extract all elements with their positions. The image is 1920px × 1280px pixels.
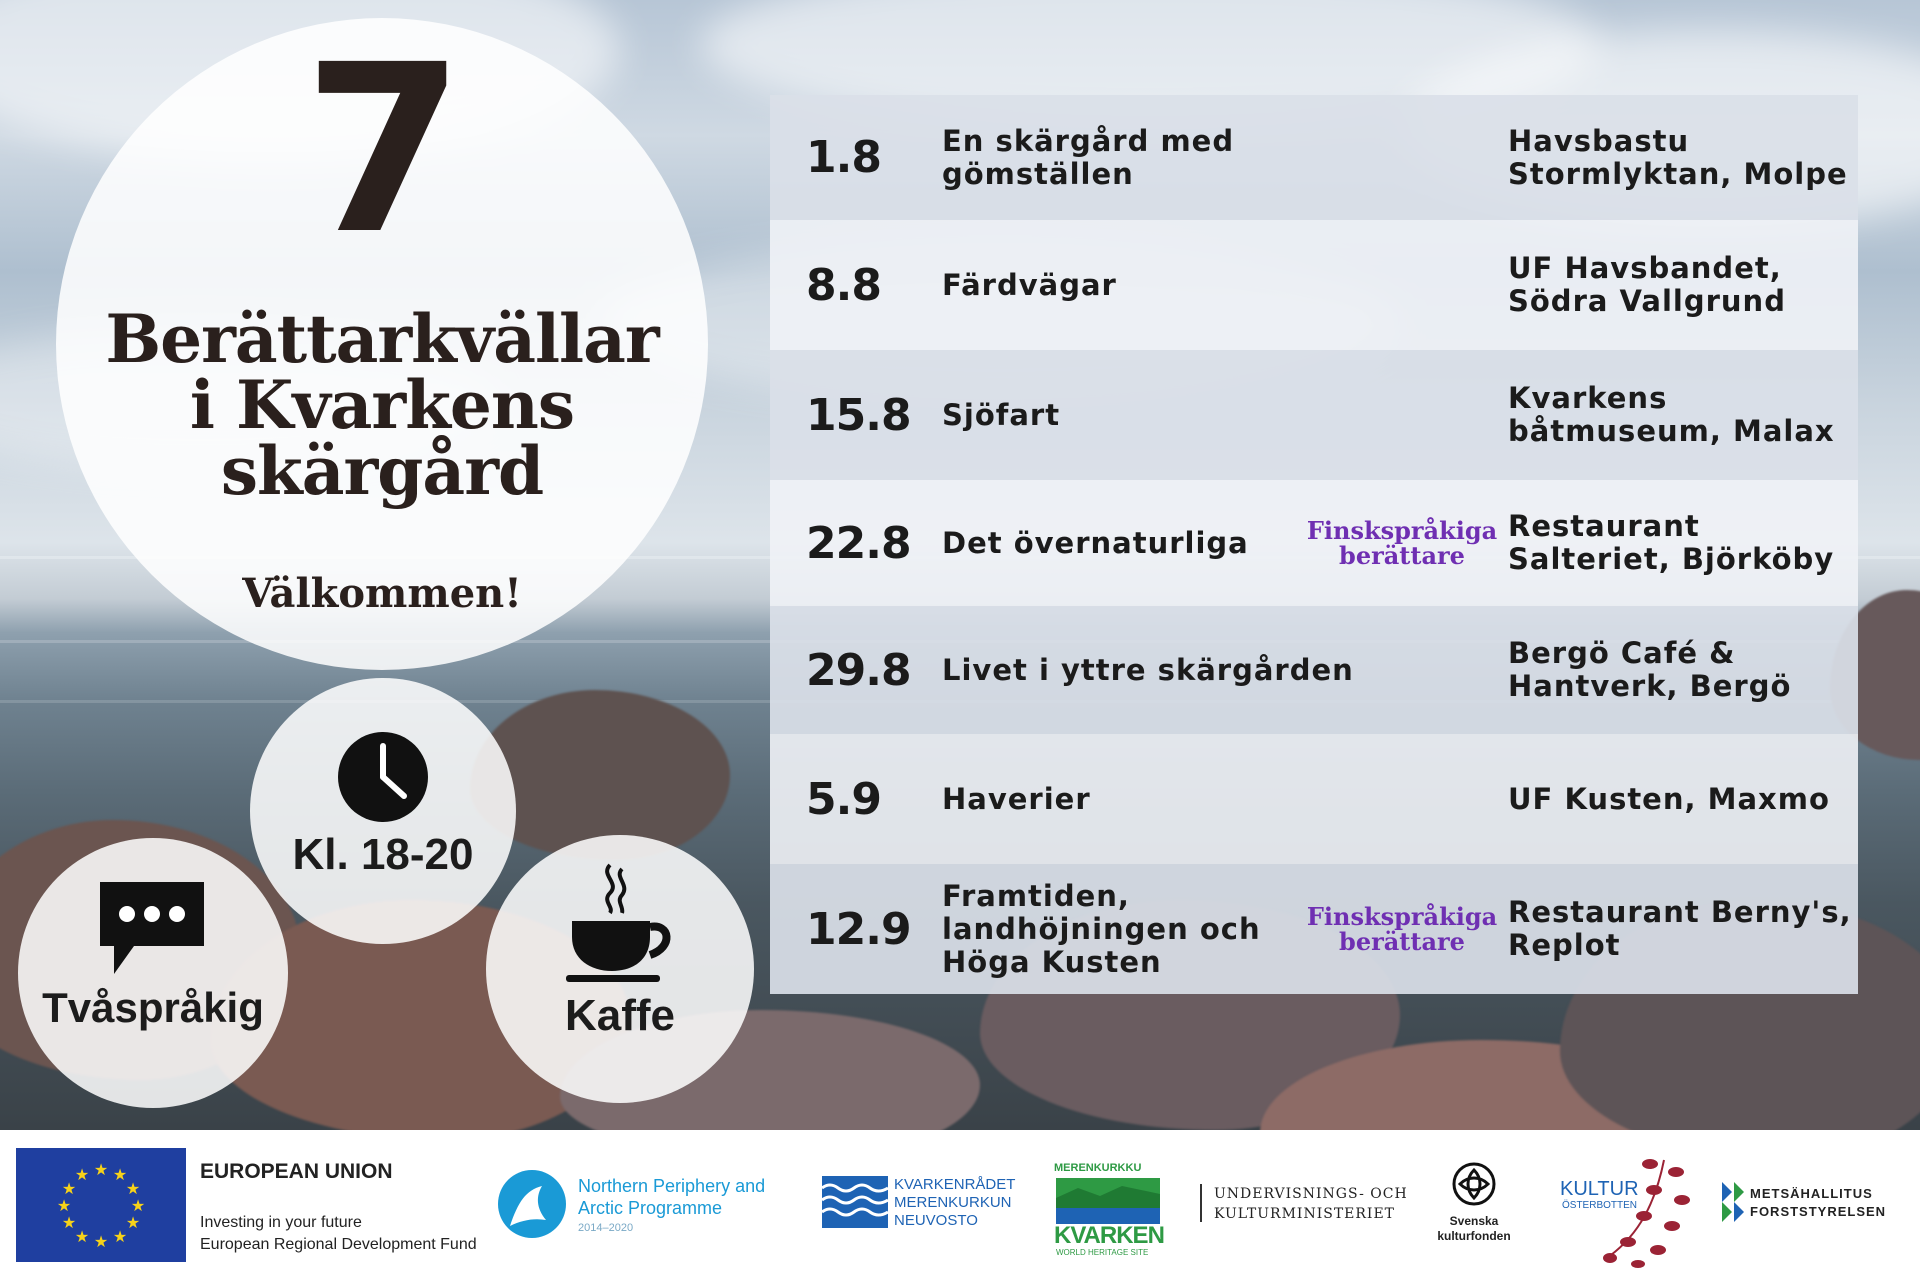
kvarkenradet-line3: NEUVOSTO bbox=[894, 1212, 978, 1229]
sponsor-logos-bar bbox=[0, 1130, 1920, 1280]
kvarken-whs-main: KVARKEN bbox=[1054, 1222, 1164, 1249]
schedule-theme: Haverier bbox=[942, 781, 1091, 816]
kvarkenradet-line1: KVARKENRÅDET bbox=[894, 1176, 1016, 1193]
schedule-place: Bergö Café & Hantverk, Bergö bbox=[1508, 636, 1792, 703]
schedule-row bbox=[770, 95, 1858, 220]
kvarken-whs-emblem-icon bbox=[1056, 1178, 1160, 1224]
schedule-date: 1.8 bbox=[806, 132, 881, 183]
npa-line2: Arctic Programme bbox=[578, 1198, 723, 1218]
schedule-date: 29.8 bbox=[806, 644, 911, 696]
schedule-date: 8.8 bbox=[806, 259, 881, 311]
schedule-place: Restaurant Salteriet, Björköby bbox=[1508, 509, 1835, 576]
event-title bbox=[56, 300, 708, 510]
schedule-row bbox=[770, 480, 1858, 606]
schedule-theme: En skärgård med gömställen bbox=[942, 123, 1235, 191]
svg-text:★: ★ bbox=[93, 1160, 109, 1179]
svg-text:★: ★ bbox=[61, 1179, 77, 1198]
kvarken-whs-sub: WORLD HERITAGE SITE bbox=[1056, 1248, 1149, 1257]
kulturfonden-emblem-icon bbox=[1452, 1162, 1496, 1206]
schedule-theme: Livet i yttre skärgården bbox=[942, 652, 1354, 687]
schedule-date: 5.9 bbox=[806, 773, 881, 825]
event-count: 7 bbox=[303, 15, 461, 285]
npa-bird-icon bbox=[496, 1168, 566, 1246]
svg-text:★: ★ bbox=[125, 1179, 141, 1198]
schedule-place: Kvarkens båtmuseum, Malax bbox=[1508, 381, 1835, 448]
svg-text:★: ★ bbox=[61, 1213, 77, 1232]
schedule-theme: Färdvägar bbox=[942, 267, 1117, 302]
metsahallitus-line2: FORSTSTYRELSEN bbox=[1750, 1204, 1887, 1219]
svg-text:★: ★ bbox=[112, 1165, 128, 1184]
schedule-note-finnish: Finskspråkiga berättare bbox=[1306, 902, 1498, 956]
svg-text:★: ★ bbox=[74, 1227, 90, 1246]
kvarkenradet-waves-icon bbox=[822, 1176, 888, 1228]
svg-text:★: ★ bbox=[74, 1165, 90, 1184]
ministry-divider bbox=[1200, 1184, 1202, 1222]
npa-line1: Northern Periphery and bbox=[578, 1176, 766, 1196]
kulturfonden-line1: Svenska bbox=[1449, 1214, 1499, 1228]
svg-text:★: ★ bbox=[130, 1196, 146, 1215]
event-title-line: i Kvarkens bbox=[189, 366, 575, 444]
coffee-circle bbox=[486, 835, 754, 1103]
schedule-note-finnish: Finskspråkiga berättare bbox=[1306, 516, 1498, 570]
schedule-row bbox=[770, 606, 1858, 734]
time-circle bbox=[250, 678, 516, 944]
schedule-theme: Framtiden, landhöjningen och Höga Kusten bbox=[942, 878, 1261, 979]
kultur-osterbotten-line1: KULTUR bbox=[1560, 1178, 1639, 1200]
schedule-theme: Det övernaturliga bbox=[942, 525, 1249, 560]
schedule-row bbox=[770, 864, 1858, 994]
schedule-place: Havsbastu Stormlyktan, Molpe bbox=[1508, 123, 1848, 191]
kultur-osterbotten-line2: ÖSTERBOTTEN bbox=[1562, 1200, 1638, 1211]
kvarkenradet-line2: MERENKURKUN bbox=[894, 1194, 1012, 1211]
metsahallitus-emblem-icon bbox=[1722, 1182, 1744, 1222]
svg-text:★: ★ bbox=[56, 1196, 72, 1215]
eu-line2: European Regional Development Fund bbox=[200, 1236, 477, 1253]
svg-text:★: ★ bbox=[125, 1213, 141, 1232]
svg-text:★: ★ bbox=[112, 1227, 128, 1246]
svg-text:★: ★ bbox=[93, 1232, 109, 1251]
eu-flag-logo bbox=[16, 1148, 186, 1262]
language-label: Tvåspråkig bbox=[42, 984, 264, 1031]
schedule-row bbox=[770, 220, 1858, 350]
event-title-line: skärgård bbox=[220, 432, 544, 510]
kulturfonden-line2: kulturfonden bbox=[1437, 1229, 1511, 1243]
schedule-place: Restaurant Berny's, Replot bbox=[1508, 895, 1852, 962]
ministry-line2: KULTURMINISTERIET bbox=[1214, 1206, 1396, 1222]
eu-title: EUROPEAN UNION bbox=[200, 1160, 393, 1183]
speech-bubble-icon bbox=[100, 882, 204, 978]
ministry-line1: UNDERVISNINGS- OCH bbox=[1214, 1186, 1408, 1202]
welcome-text: Välkommen! bbox=[242, 570, 522, 617]
eu-line1: Investing in your future bbox=[200, 1214, 362, 1231]
metsahallitus-line1: METSÄHALLITUS bbox=[1750, 1186, 1873, 1201]
time-label: Kl. 18-20 bbox=[292, 830, 474, 879]
kvarken-whs-top: MERENKURKKU bbox=[1054, 1162, 1142, 1174]
schedule-row bbox=[770, 350, 1858, 480]
schedule-theme: Sjöfart bbox=[942, 397, 1061, 432]
language-circle bbox=[18, 838, 288, 1108]
title-circle bbox=[56, 15, 708, 670]
schedule-date: 12.9 bbox=[806, 903, 911, 955]
schedule-table bbox=[770, 95, 1858, 994]
event-title-line: Berättarkvällar bbox=[105, 300, 659, 378]
schedule-place: UF Havsbandet, Södra Vallgrund bbox=[1508, 251, 1786, 318]
npa-years: 2014–2020 bbox=[578, 1222, 634, 1234]
schedule-place: UF Kusten, Maxmo bbox=[1508, 781, 1830, 816]
schedule-date: 15.8 bbox=[806, 389, 911, 441]
schedule-date: 22.8 bbox=[806, 517, 911, 569]
coffee-label: Kaffe bbox=[564, 991, 676, 1040]
clock-icon bbox=[336, 730, 430, 824]
eu-stars-icon bbox=[16, 1148, 186, 1262]
schedule-row bbox=[770, 734, 1858, 864]
coffee-cup-icon bbox=[566, 861, 676, 985]
